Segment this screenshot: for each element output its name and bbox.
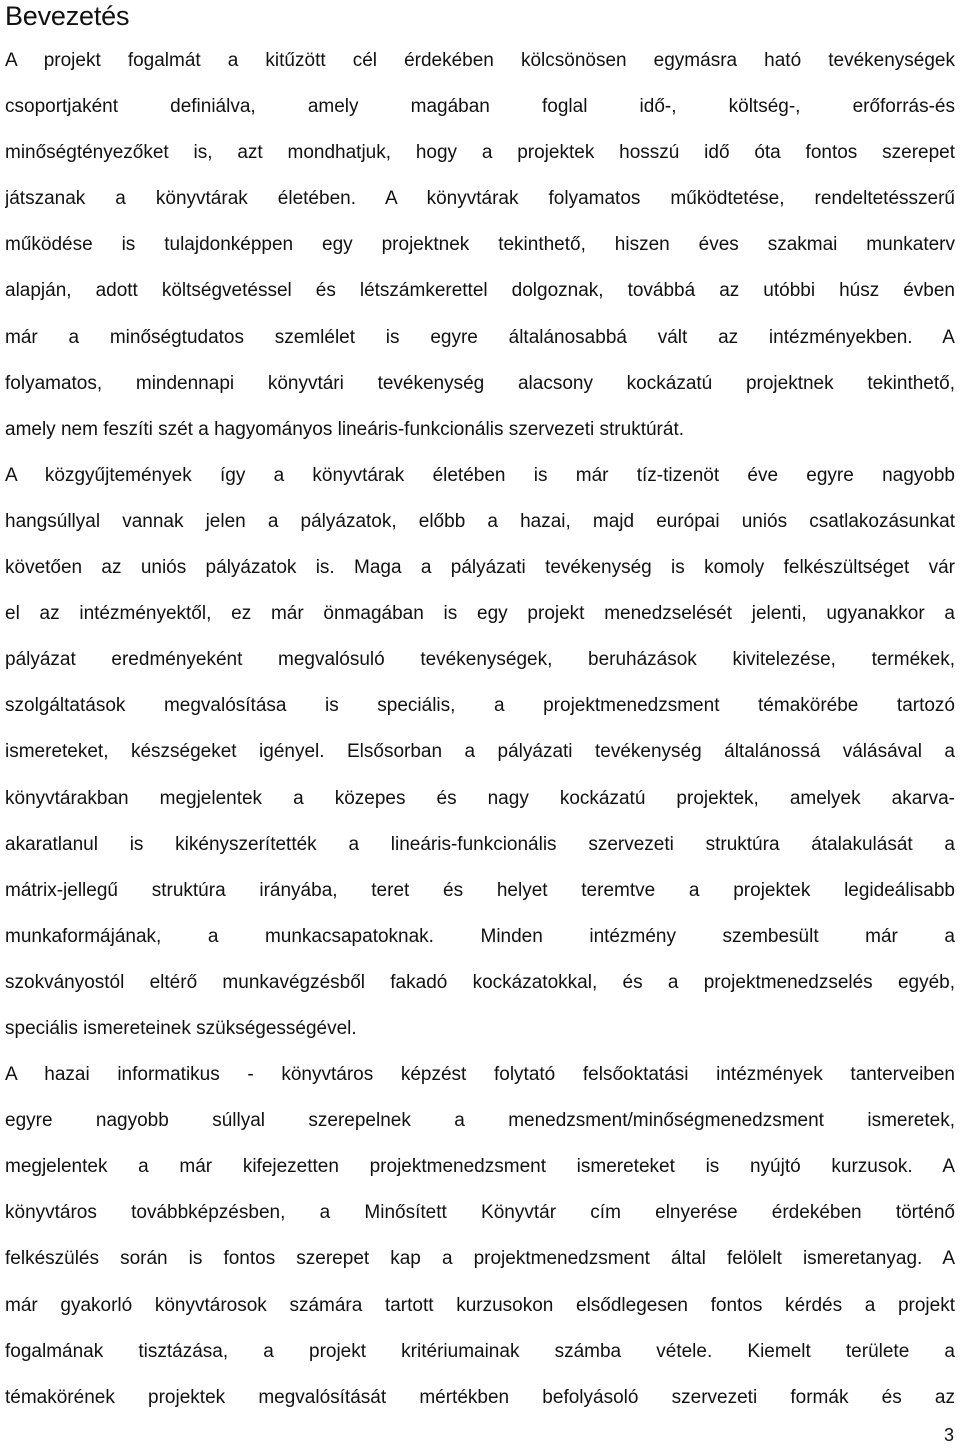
text-line: csoportjaként definiálva, amely magában foglal idő-, költség-, erőforrás-és bbox=[5, 96, 955, 118]
text-line: amely nem feszíti szét a hagyományos lineáris-funkcionális szervezeti struktúrát. bbox=[5, 418, 684, 440]
text-line: témakörének projektek megvalósítását mértékben befolyásoló szervezeti formák és az bbox=[5, 1386, 955, 1408]
text-line: fogalmának tisztázása, a projekt kritériumainak számba vétele. Kiemelt területe a bbox=[5, 1340, 955, 1362]
text-line: A hazai informatikus - könyvtáros képzést folytató felsőoktatási intézmények tanterveiben bbox=[5, 1064, 955, 1086]
text-line: könyvtáros továbbképzésben, a Minősített Könyvtár cím elnyerése érdekében történő bbox=[5, 1202, 955, 1224]
text-line: minőségtényezőket is, azt mondhatjuk, hogy a projektek hosszú idő óta fontos szerepet bbox=[5, 142, 955, 164]
text-line: A közgyűjtemények így a könyvtárak életében is már tíz-tizenöt éve egyre nagyobb bbox=[5, 464, 955, 486]
text-line: alapján, adott költségvetéssel és létszámkerettel dolgoznak, továbbá az utóbbi húsz évben bbox=[5, 280, 955, 302]
text-line: követően az uniós pályázatok is. Maga a pályázati tevékenység is komoly felkészültséget vár bbox=[5, 557, 955, 579]
text-line: munkaformájának, a munkacsapatoknak. Minden intézmény szembesült már a bbox=[5, 925, 955, 947]
text-line: hangsúllyal vannak jelen a pályázatok, előbb a hazai, majd európai uniós csatlakozásunkat bbox=[5, 510, 955, 532]
text-line: pályázat eredményeként megvalósuló tevékenységek, beruházások kivitelezése, termékek, bbox=[5, 649, 955, 671]
body-text bbox=[5, 38, 955, 1421]
text-line: könyvtárakban megjelentek a közepes és nagy kockázatú projektek, amelyek akarva- bbox=[5, 787, 955, 809]
text-line: megjelentek a már kifejezetten projektmenedzsment ismereteket is nyújtó kurzusok. A bbox=[5, 1156, 955, 1178]
page-title: Bevezetés bbox=[5, 1, 130, 31]
text-line: már gyakorló könyvtárosok számára tartott kurzusokon elsődlegesen fontos kérdés a projekt bbox=[5, 1294, 955, 1316]
text-line: speciális ismereteinek szükségességével. bbox=[5, 1017, 357, 1039]
text-line: felkészülés során is fontos szerepet kap a projektmenedzsment által felölelt ismeretanyag. A bbox=[5, 1248, 955, 1270]
text-line: már a minőségtudatos szemlélet is egyre általánosabbá vált az intézményekben. A bbox=[5, 326, 955, 348]
text-line: mátrix-jellegű struktúra irányába, teret és helyet teremtve a projektek legideálisabb bbox=[5, 879, 955, 901]
text-line: egyre nagyobb súllyal szerepelnek a menedzsment/minőségmenedzsment ismeretek, bbox=[5, 1110, 955, 1132]
text-line: szolgáltatások megvalósítása is speciális, a projektmenedzsment témakörébe tartozó bbox=[5, 695, 955, 717]
text-line: folyamatos, mindennapi könyvtári tevékenység alacsony kockázatú projektnek tekinthető, bbox=[5, 372, 955, 394]
text-line: játszanak a könyvtárak életében. A könyvtárak folyamatos működtetése, rendeltetésszerű bbox=[5, 188, 955, 210]
page-number: 3 bbox=[943, 1425, 954, 1445]
text-line: A projekt fogalmát a kitűzött cél érdekében kölcsönösen egymásra ható tevékenységek bbox=[5, 50, 955, 71]
text-line: el az intézményektől, ez már önmagában is egy projekt menedzselését jelenti, ugyanakkor a bbox=[5, 603, 955, 625]
text-line: szokványostól eltérő munkavégzésből fakadó kockázatokkal, és a projektmenedzselés egyéb, bbox=[5, 971, 955, 993]
text-line: akaratlanul is kikényszerítették a lineáris-funkcionális szervezeti struktúra átalakulását a bbox=[5, 833, 955, 855]
text-line: ismereteket, készségeket igényel. Elsősorban a pályázati tevékenység általánossá válásával a bbox=[5, 741, 955, 763]
text-line: működése is tulajdonképpen egy projektnek tekinthető, hiszen éves szakmai munkaterv bbox=[5, 234, 955, 256]
